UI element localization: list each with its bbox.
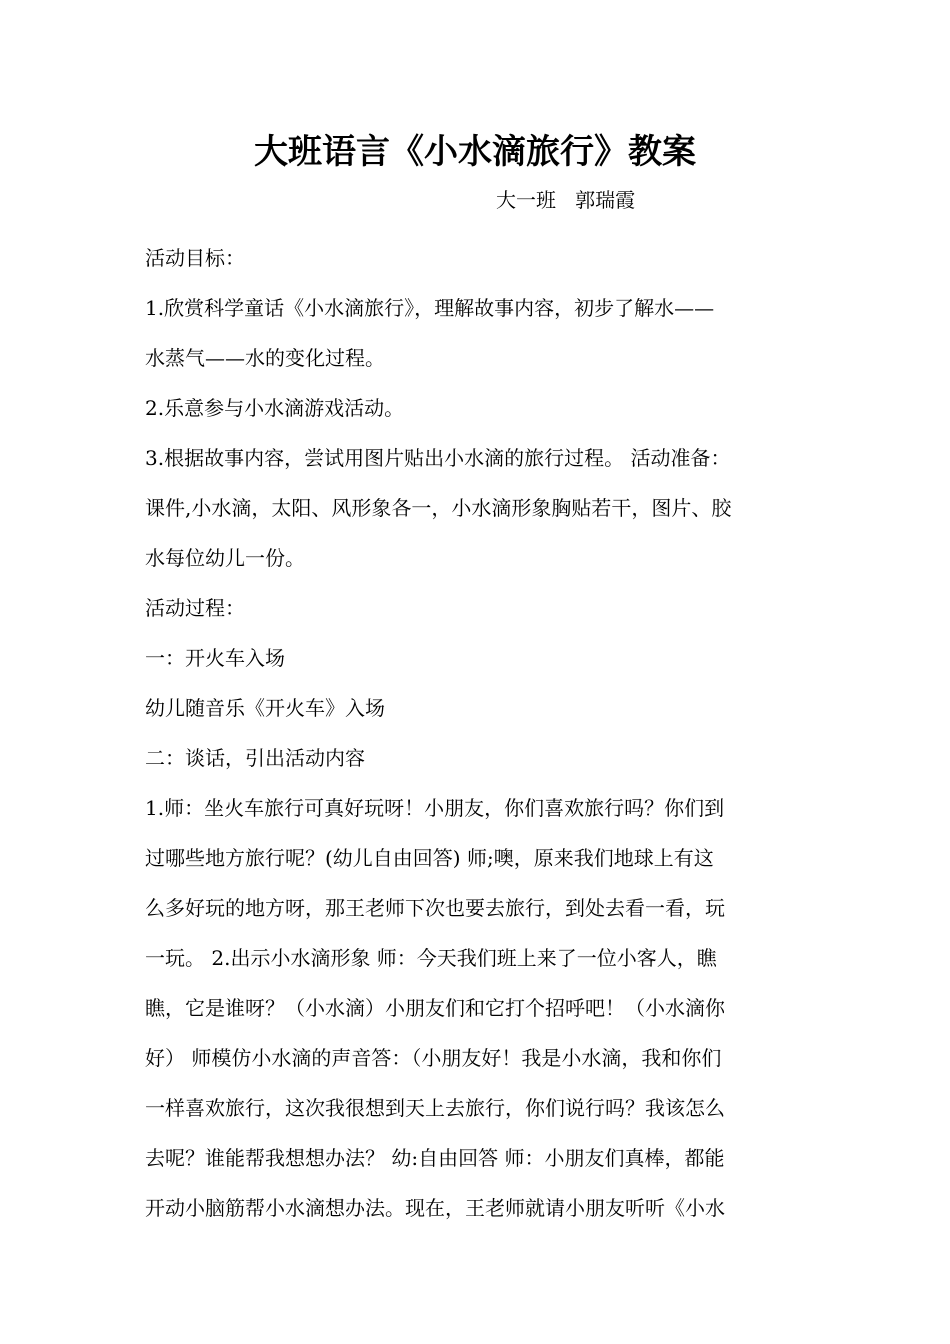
paragraph-line: 活动过程： <box>145 596 245 620</box>
paragraph-line: 1.欣赏科学童话《小水滴旅行》，理解故事内容，初步了解水—— <box>145 296 715 320</box>
paragraph-line: 1.师：坐火车旅行可真好玩呀！小朋友，你们喜欢旅行吗？你们到 <box>145 796 725 820</box>
paragraph-line: 过哪些地方旅行呢？(幼儿自由回答) 师;噢，原来我们地球上有这 <box>145 846 714 870</box>
paragraph-line: 幼儿随音乐《开火车》入场 <box>145 696 385 720</box>
paragraph-line: 活动目标： <box>145 246 245 270</box>
paragraph-line: 水每位幼儿一份。 <box>145 546 305 570</box>
paragraph-line: 3.根据故事内容，尝试用图片贴出小水滴的旅行过程。 活动准备： <box>145 446 731 470</box>
paragraph-line: 一样喜欢旅行，这次我很想到天上去旅行，你们说行吗？我该怎么 <box>145 1096 725 1120</box>
author-line: 大一班 郭瑞霞 <box>496 188 636 212</box>
paragraph-line: 一玩。 2.出示小水滴形象 师：今天我们班上来了一位小客人，瞧 <box>145 946 717 970</box>
paragraph-line: 一：开火车入场 <box>145 646 285 670</box>
paragraph-line: 好） 师模仿小水滴的声音答：（小朋友好！我是小水滴，我和你们 <box>145 1046 722 1070</box>
paragraph-line: 二：谈话，引出活动内容 <box>145 746 365 770</box>
document-title: 大班语言《小水滴旅行》教案 <box>254 132 696 172</box>
paragraph-line: 水蒸气——水的变化过程。 <box>145 346 385 370</box>
paragraph-line: 去呢？谁能帮我想想办法？ 幼:自由回答 师：小朋友们真棒，都能 <box>145 1146 725 1170</box>
paragraph-line: 课件,小水滴，太阳、风形象各一，小水滴形象胸贴若干，图片、胶 <box>145 496 732 520</box>
paragraph-line: 2.乐意参与小水滴游戏活动。 <box>145 396 405 420</box>
document-body <box>145 233 810 1233</box>
paragraph-line: 瞧，它是谁呀？（小水滴）小朋友们和它打个招呼吧！（小水滴你 <box>145 996 725 1020</box>
paragraph-line: 开动小脑筋帮小水滴想办法。现在，王老师就请小朋友听听《小水 <box>145 1196 725 1220</box>
paragraph-line: 么多好玩的地方呀，那王老师下次也要去旅行，到处去看一看，玩 <box>145 896 725 920</box>
